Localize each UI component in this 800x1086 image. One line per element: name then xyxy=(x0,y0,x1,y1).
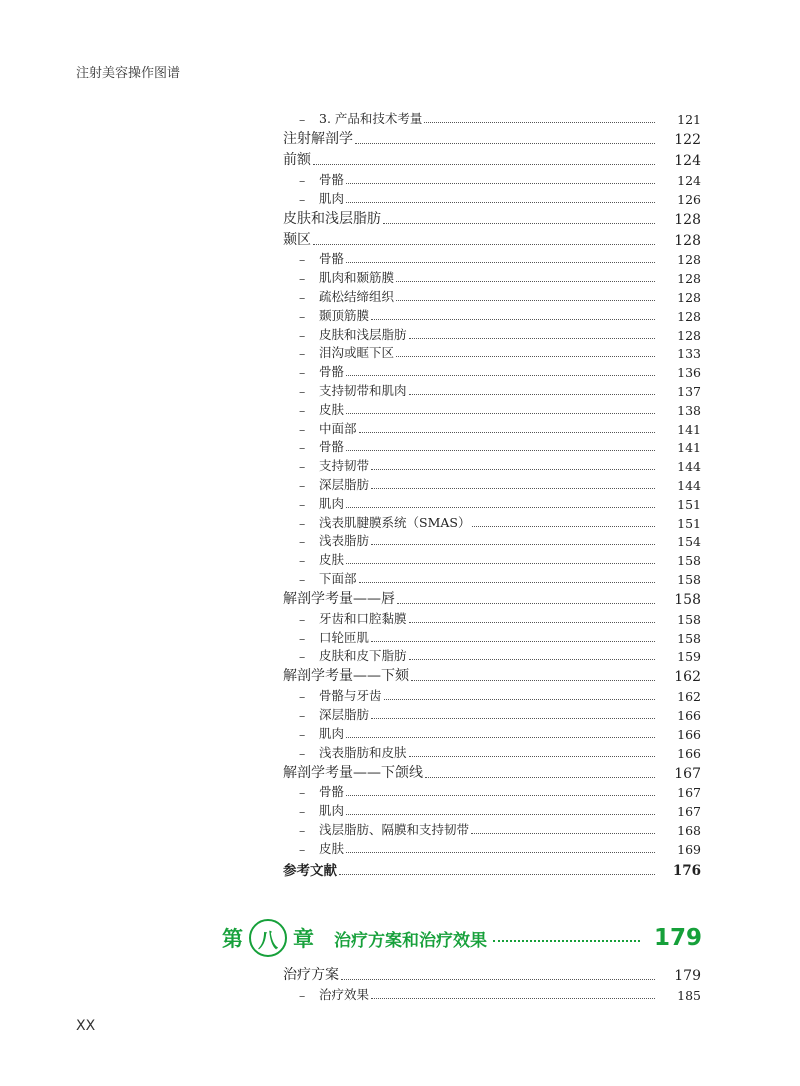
toc-page-number: 158 xyxy=(674,591,701,608)
toc-leader-dots xyxy=(371,544,655,545)
toc-label: 皮肤 xyxy=(319,552,345,568)
toc-entry[interactable] xyxy=(283,531,701,550)
toc-dash: – xyxy=(299,477,306,493)
toc-dash: – xyxy=(299,327,306,343)
toc-leader-dots xyxy=(313,164,655,165)
toc-dash: – xyxy=(299,515,306,531)
toc-label: 参考文献 xyxy=(283,862,337,879)
toc-page-number: 158 xyxy=(677,630,701,646)
toc-page-number: 158 xyxy=(677,571,701,587)
toc-label: 骨骼 xyxy=(319,784,345,800)
toc-leader-dots xyxy=(371,469,655,470)
toc-leader-dots xyxy=(346,563,655,564)
toc-page-number: 162 xyxy=(674,669,701,686)
toc-dash: – xyxy=(299,112,306,127)
toc-dash: – xyxy=(299,726,306,742)
toc-entry[interactable] xyxy=(283,324,701,343)
toc-page-number: 158 xyxy=(677,611,701,627)
toc-leader-dots xyxy=(346,262,655,263)
toc-leader-dots xyxy=(425,777,655,778)
toc-page-number: 167 xyxy=(677,785,701,801)
toc-page-number: 141 xyxy=(677,421,701,437)
toc-entry[interactable] xyxy=(283,742,701,761)
toc-entry[interactable] xyxy=(283,568,701,587)
toc-page-number: 124 xyxy=(677,172,701,188)
running-head: 注射美容操作图谱 xyxy=(76,66,181,81)
toc-dash: – xyxy=(299,841,306,857)
toc-label: 皮肤 xyxy=(319,401,345,417)
table-of-contents xyxy=(283,108,701,879)
toc-page-number: 176 xyxy=(672,862,701,879)
toc-leader-dots xyxy=(355,143,655,144)
toc-dash: – xyxy=(299,308,306,324)
page-folio: XX xyxy=(76,1018,96,1034)
toc-page-number: 128 xyxy=(677,252,701,268)
toc-page-number: 133 xyxy=(677,346,701,362)
toc-leader-dots xyxy=(409,622,655,623)
toc-leader-dots xyxy=(471,833,655,834)
toc-entry[interactable] xyxy=(283,704,701,723)
toc-leader-dots xyxy=(346,795,655,796)
chapter-number-circle xyxy=(249,919,287,957)
toc-entry[interactable] xyxy=(283,380,701,399)
toc-leader-dots xyxy=(346,413,655,414)
toc-page-number: 128 xyxy=(677,289,701,305)
toc-label: 疏松结缔组织 xyxy=(319,288,395,304)
toc-label: 骨骼 xyxy=(319,439,345,455)
toc-label: 骨骼 xyxy=(319,364,345,380)
toc-entry[interactable] xyxy=(283,963,701,984)
toc-leader-dots xyxy=(346,450,655,451)
toc-leader-dots xyxy=(346,737,655,738)
toc-entry[interactable] xyxy=(283,418,701,437)
toc-label: 皮肤和浅层脂肪 xyxy=(319,326,407,342)
toc-entry[interactable] xyxy=(283,608,701,627)
toc-page-number: 137 xyxy=(677,383,701,399)
toc-page-number: 168 xyxy=(677,822,701,838)
toc-label: 治疗效果 xyxy=(319,986,370,1002)
toc-leader-dots xyxy=(371,998,655,999)
toc-leader-dots xyxy=(339,874,655,875)
chapter-prefix: 第 xyxy=(222,927,243,951)
toc-entry[interactable] xyxy=(283,437,701,456)
toc-leader-dots xyxy=(341,979,655,980)
toc-dash: – xyxy=(299,421,306,437)
toc-label: 解剖学考量——下颏 xyxy=(283,668,409,685)
toc-leader-dots xyxy=(384,699,655,700)
toc-entry[interactable] xyxy=(283,455,701,474)
toc-dash: – xyxy=(299,822,306,838)
toc-page-number: 169 xyxy=(677,841,701,857)
toc-leader-dots xyxy=(397,603,655,604)
toc-entry[interactable] xyxy=(283,761,701,782)
toc-dash: – xyxy=(299,571,306,587)
toc-dash: – xyxy=(299,402,306,418)
toc-dash: – xyxy=(299,459,306,475)
toc-page-number: 162 xyxy=(677,689,701,705)
toc-leader-dots xyxy=(371,641,655,642)
toc-label: 浅表肌腱膜系统（SMAS） xyxy=(319,514,471,530)
toc-page-number: 141 xyxy=(677,440,701,456)
chapter-number: 八 xyxy=(258,927,278,952)
chapter-leader-dots xyxy=(493,940,640,942)
toc-label: 3. 产品和技术考量 xyxy=(319,111,423,126)
toc-label: 解剖学考量——下颌线 xyxy=(283,764,423,781)
toc-dash: – xyxy=(299,496,306,512)
toc-dash: – xyxy=(299,271,306,287)
toc-dash: – xyxy=(299,289,306,305)
toc-page-number: 124 xyxy=(674,153,701,169)
toc-page-number: 128 xyxy=(674,211,701,228)
toc-leader-dots xyxy=(346,814,655,815)
toc-label: 治疗方案 xyxy=(283,967,339,983)
toc-page-number: 166 xyxy=(677,726,701,742)
toc-label: 牙齿和口腔黏膜 xyxy=(319,610,407,626)
toc-label: 肌肉 xyxy=(319,725,345,741)
chapter-page: 179 xyxy=(653,925,702,951)
toc-page-number: 167 xyxy=(674,765,701,782)
toc-page-number: 144 xyxy=(677,477,701,493)
toc-label: 深层脂肪 xyxy=(319,476,370,492)
toc-dash: – xyxy=(299,191,306,207)
toc-entry[interactable] xyxy=(283,228,701,249)
toc-label: 皮肤和皮下脂肪 xyxy=(319,648,407,664)
toc-entry[interactable] xyxy=(283,249,701,268)
toc-label: 肌肉 xyxy=(319,495,345,511)
toc-page-number: 151 xyxy=(677,515,701,531)
toc-leader-dots xyxy=(411,680,655,681)
toc-leader-dots xyxy=(409,756,655,757)
toc-leader-dots xyxy=(371,319,655,320)
chapter-suffix: 章 xyxy=(293,927,314,951)
toc-page-number: 121 xyxy=(677,112,701,127)
toc-label: 中面部 xyxy=(319,420,357,436)
toc-leader-dots xyxy=(359,582,655,583)
toc-label: 骨骼 xyxy=(319,251,345,267)
toc-dash: – xyxy=(299,987,306,1003)
toc-page-number: 154 xyxy=(677,534,701,550)
toc-dash: – xyxy=(299,383,306,399)
toc-label: 皮肤和浅层脂肪 xyxy=(283,210,381,227)
toc-entry[interactable] xyxy=(283,782,701,801)
toc-label: 浅表脂肪和皮肤 xyxy=(319,744,407,760)
toc-entry[interactable] xyxy=(283,685,701,704)
toc-label: 骨骼与牙齿 xyxy=(319,688,382,704)
toc-label: 深层脂肪 xyxy=(319,706,370,722)
toc-page-number: 128 xyxy=(677,327,701,343)
toc-entry[interactable] xyxy=(283,207,701,228)
toc-dash: – xyxy=(299,440,306,456)
toc-page-number: 166 xyxy=(677,745,701,761)
toc-label: 支持韧带 xyxy=(319,458,370,474)
toc-leader-dots xyxy=(396,281,655,282)
toc-entry[interactable] xyxy=(283,305,701,324)
toc-leader-dots xyxy=(346,183,655,184)
toc-leader-dots xyxy=(359,432,655,433)
toc-dash: – xyxy=(299,745,306,761)
toc-label: 浅层脂肪、隔膜和支持韧带 xyxy=(319,821,470,837)
toc-dash: – xyxy=(299,707,306,723)
toc-entry[interactable] xyxy=(283,549,701,568)
toc-leader-dots xyxy=(472,526,655,527)
toc-leader-dots xyxy=(409,659,655,660)
chapter-title: 治疗方案和治疗效果 xyxy=(334,930,487,951)
toc-entry[interactable] xyxy=(283,857,701,879)
toc-entry[interactable] xyxy=(283,800,701,819)
toc-leader-dots xyxy=(313,244,655,245)
toc-entry[interactable] xyxy=(283,838,701,857)
toc-label: 支持韧带和肌肉 xyxy=(319,382,407,398)
toc-entry[interactable] xyxy=(283,819,701,838)
toc-leader-dots xyxy=(346,507,655,508)
toc-label: 解剖学考量——唇 xyxy=(283,590,395,607)
toc-label: 肌肉 xyxy=(319,190,345,206)
toc-dash: – xyxy=(299,785,306,801)
toc-dash: – xyxy=(299,346,306,362)
toc-page-number: 144 xyxy=(677,459,701,475)
toc-leader-dots xyxy=(383,223,655,224)
toc-entry[interactable] xyxy=(283,984,701,1003)
chapter-contents xyxy=(283,963,701,1003)
toc-entry[interactable] xyxy=(283,343,701,362)
toc-label: 前额 xyxy=(283,152,311,168)
toc-entry[interactable] xyxy=(283,723,701,742)
toc-leader-dots xyxy=(409,394,655,395)
toc-page-number: 179 xyxy=(674,968,701,984)
toc-label: 肌肉 xyxy=(319,803,345,819)
toc-entry[interactable] xyxy=(283,361,701,380)
toc-label: 浅表脂肪 xyxy=(319,533,370,549)
toc-page-number: 128 xyxy=(677,271,701,287)
toc-leader-dots xyxy=(371,488,655,489)
toc-entry[interactable] xyxy=(283,512,701,531)
toc-entry[interactable] xyxy=(283,474,701,493)
toc-label: 口轮匝肌 xyxy=(319,629,370,645)
toc-leader-dots xyxy=(346,375,655,376)
toc-page-number: 158 xyxy=(677,553,701,569)
toc-dash: – xyxy=(299,252,306,268)
toc-page-number: 136 xyxy=(677,365,701,381)
toc-leader-dots xyxy=(396,356,655,357)
toc-leader-dots xyxy=(396,300,655,301)
toc-entry[interactable] xyxy=(283,646,701,665)
toc-dash: – xyxy=(299,804,306,820)
toc-dash: – xyxy=(299,172,306,188)
toc-dash: – xyxy=(299,689,306,705)
toc-label: 肌肉和颞筋膜 xyxy=(319,270,395,286)
toc-page-number: 138 xyxy=(677,402,701,418)
toc-entry[interactable] xyxy=(283,127,701,148)
toc-entry[interactable] xyxy=(283,286,701,305)
toc-leader-dots xyxy=(346,202,655,203)
toc-label: 颞区 xyxy=(283,231,311,248)
toc-entry[interactable] xyxy=(283,148,701,169)
toc-label: 颞顶筋膜 xyxy=(319,307,370,323)
toc-page-number: 128 xyxy=(677,308,701,324)
toc-entry[interactable] xyxy=(283,664,701,685)
toc-leader-dots xyxy=(371,718,655,719)
toc-entry[interactable] xyxy=(283,627,701,646)
toc-label: 注射解剖学 xyxy=(283,131,353,147)
toc-entry[interactable] xyxy=(283,188,701,207)
toc-leader-dots xyxy=(424,122,655,123)
toc-dash: – xyxy=(299,365,306,381)
toc-page-number: 167 xyxy=(677,804,701,820)
toc-entry[interactable] xyxy=(283,399,701,418)
toc-page-number: 166 xyxy=(677,707,701,723)
toc-leader-dots xyxy=(346,852,655,853)
toc-entry[interactable] xyxy=(283,108,701,127)
toc-label: 下面部 xyxy=(319,570,357,586)
chapter-heading xyxy=(222,916,702,960)
toc-dash: – xyxy=(299,553,306,569)
toc-page-number: 122 xyxy=(674,132,701,148)
toc-page-number: 151 xyxy=(677,496,701,512)
toc-dash: – xyxy=(299,649,306,665)
toc-entry[interactable] xyxy=(283,169,701,188)
toc-dash: – xyxy=(299,611,306,627)
toc-entry[interactable] xyxy=(283,267,701,286)
toc-leader-dots xyxy=(409,338,655,339)
toc-label: 皮肤 xyxy=(319,840,345,856)
toc-entry[interactable] xyxy=(283,493,701,512)
toc-page-number: 159 xyxy=(677,649,701,665)
toc-label: 骨骼 xyxy=(319,171,345,187)
toc-dash: – xyxy=(299,630,306,646)
toc-page-number: 128 xyxy=(674,232,701,249)
toc-page-number: 126 xyxy=(677,191,701,207)
toc-dash: – xyxy=(299,534,306,550)
toc-entry[interactable] xyxy=(283,587,701,608)
toc-label: 泪沟或眶下区 xyxy=(319,345,395,361)
toc-page-number: 185 xyxy=(677,987,701,1003)
